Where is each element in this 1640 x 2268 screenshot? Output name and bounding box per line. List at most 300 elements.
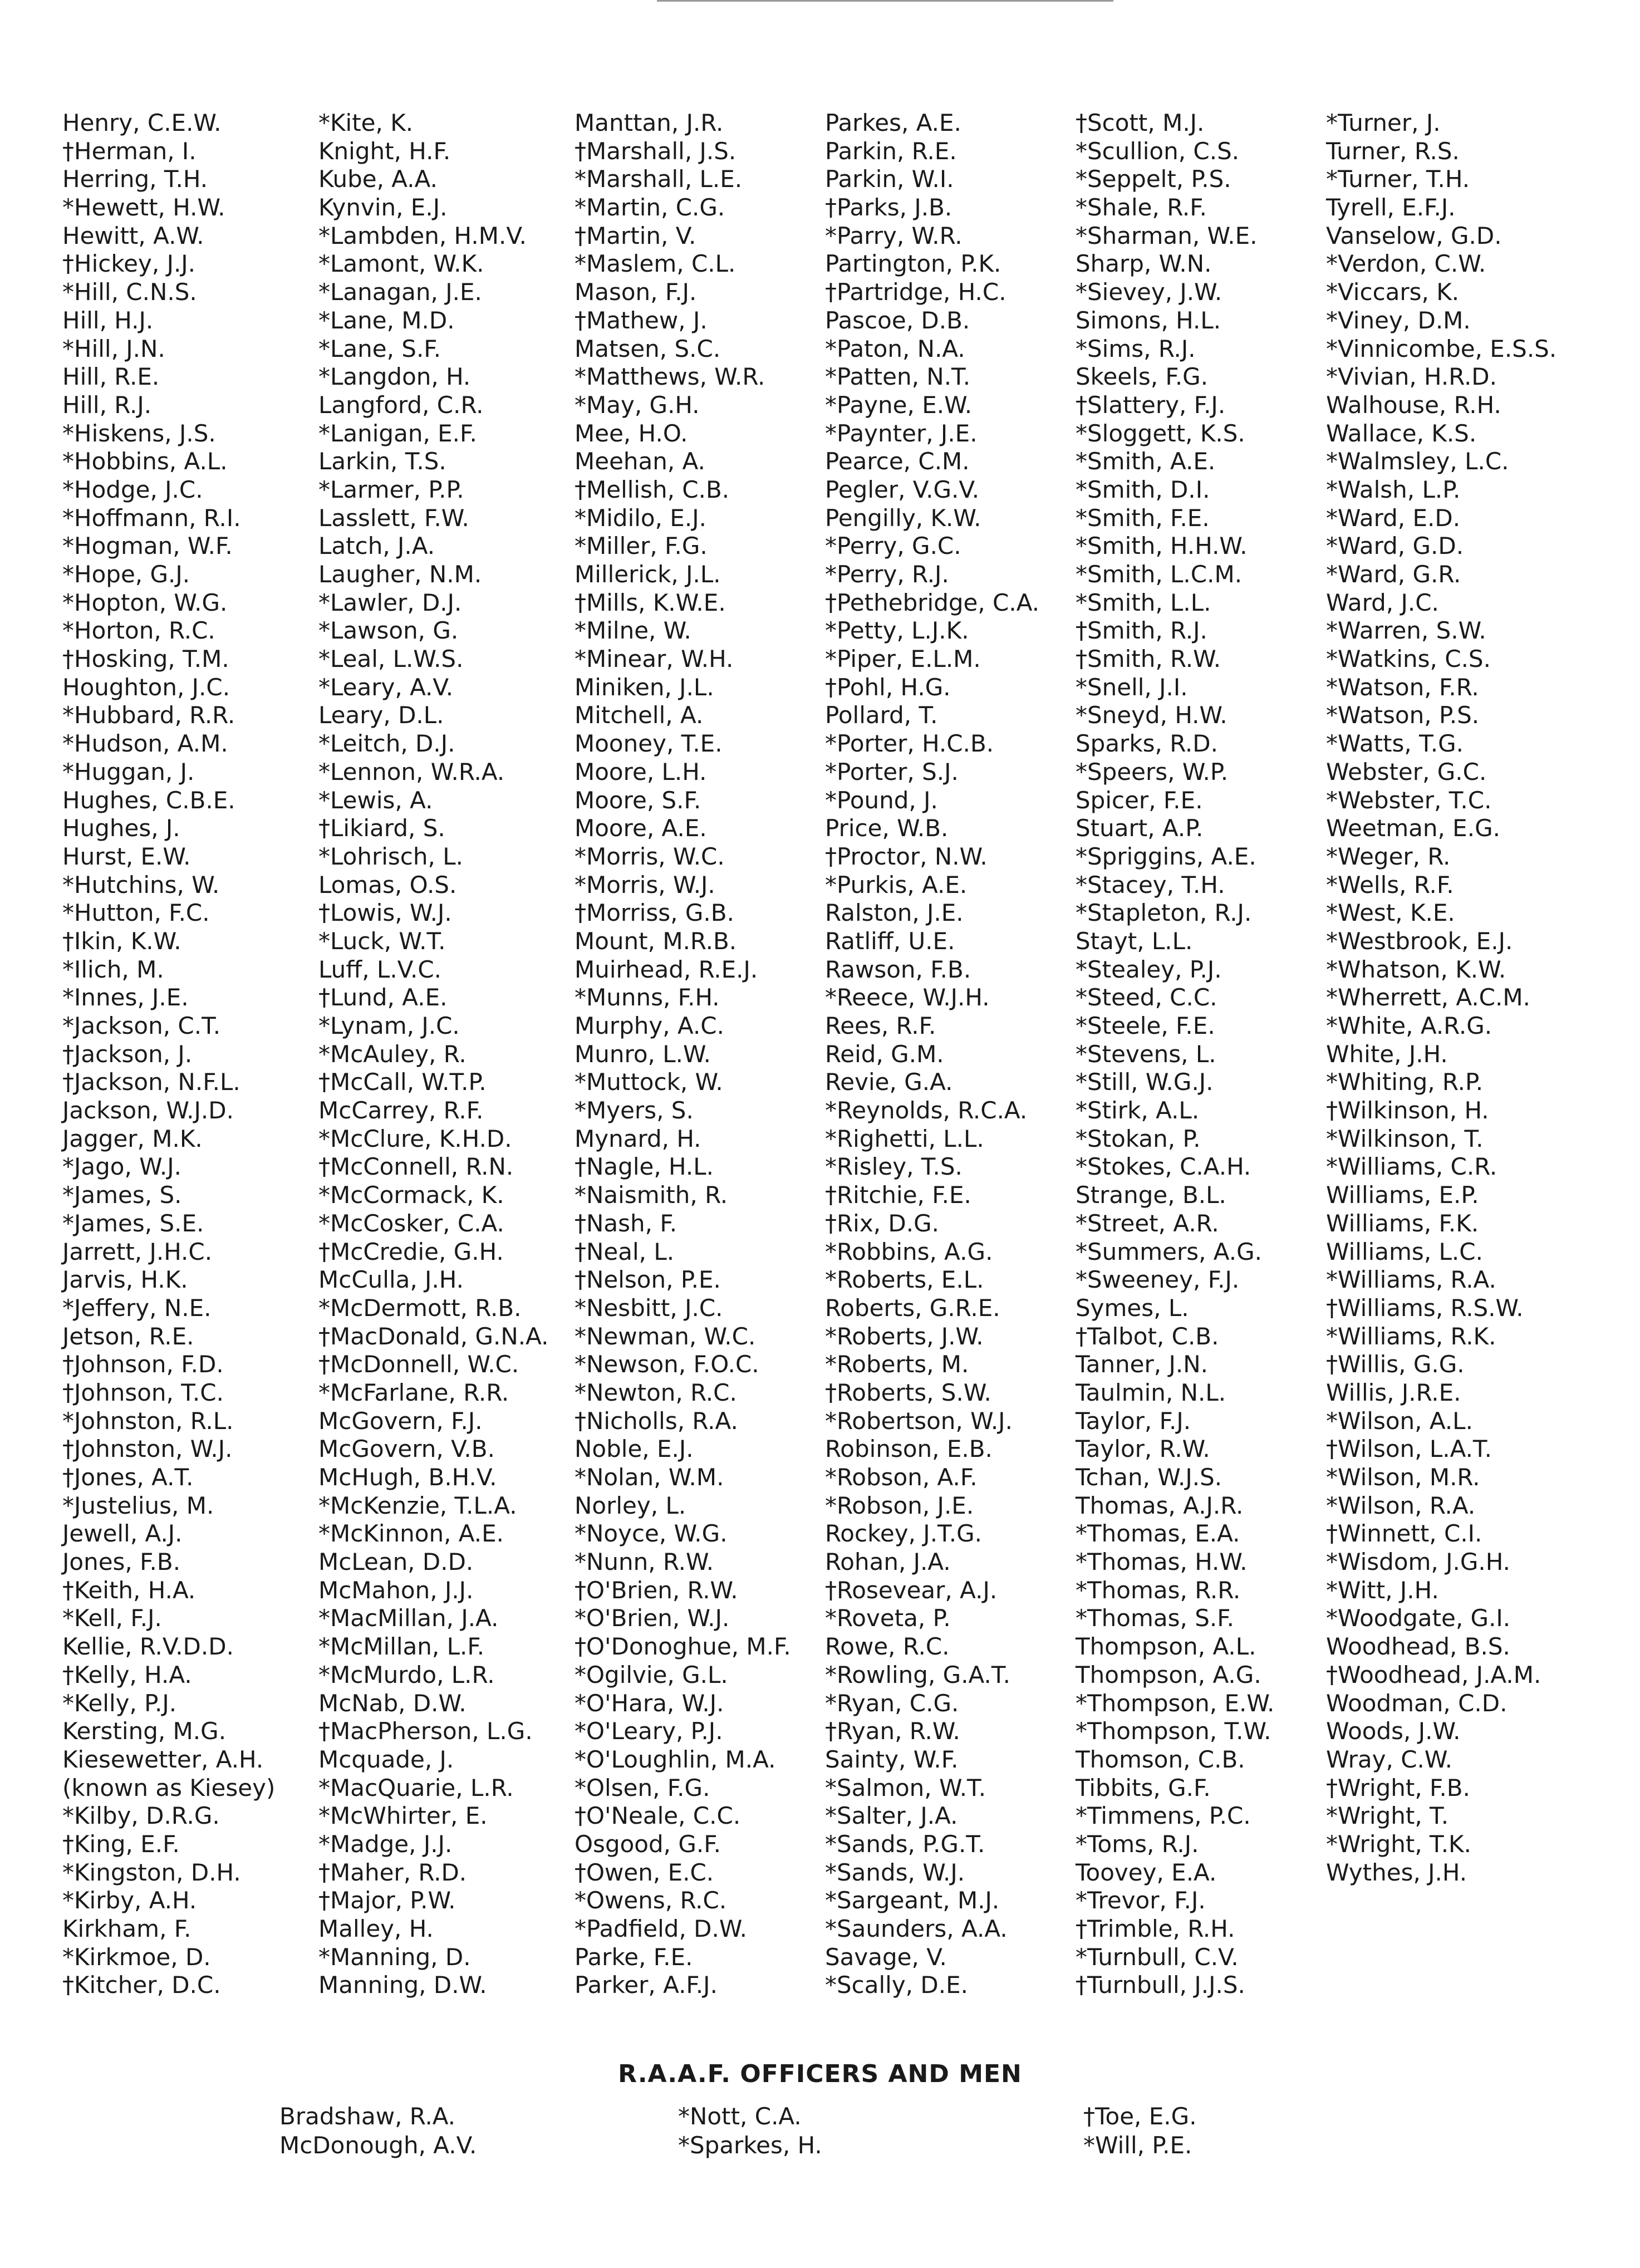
roll-entry: *Vinnicombe, E.S.S. <box>1326 335 1557 362</box>
roll-entry: Sharp, W.N. <box>1076 250 1212 278</box>
roll-entry: *Saunders, A.A. <box>825 1915 1008 1942</box>
roll-entry: Miniken, J.L. <box>575 673 714 701</box>
roll-entry: *Ilich, M. <box>62 955 164 983</box>
roll-entry: Simons, H.L. <box>1076 306 1221 334</box>
roll-entry: McHugh, B.H.V. <box>318 1464 497 1491</box>
roll-entry: †Nicholls, R.A. <box>575 1407 738 1435</box>
name-column <box>1076 109 1332 2000</box>
roll-entry: *Hudson, A.M. <box>62 730 228 758</box>
roll-entry: *Porter, S.J. <box>825 758 959 786</box>
roll-entry: *Hewett, H.W. <box>62 194 225 222</box>
roll-entry: *Langdon, H. <box>318 363 471 391</box>
roll-entry: *Lane, M.D. <box>318 306 455 334</box>
roll-entry: *Ogilvie, G.L. <box>575 1661 728 1688</box>
roll-entry: *Smith, D.I. <box>1076 475 1210 503</box>
roll-entry: Rohan, J.A. <box>825 1548 951 1576</box>
roll-entry: †McConnell, R.N. <box>318 1153 514 1181</box>
roll-entry: *Williams, R.K. <box>1326 1322 1496 1350</box>
roll-entry: Jarrett, J.H.C. <box>62 1238 213 1265</box>
roll-entry: Taylor, R.W. <box>1076 1435 1210 1463</box>
roll-entry: Hill, R.E. <box>62 363 160 391</box>
roll-entry: *Roveta, P. <box>825 1604 951 1632</box>
roll-entry: Wallace, K.S. <box>1326 419 1477 447</box>
roll-entry: *Ward, E.D. <box>1326 504 1461 532</box>
roll-entry: *Kirby, A.H. <box>62 1887 197 1914</box>
roll-entry: *Stevens, L. <box>1076 1040 1216 1068</box>
roll-entry: *Stokes, C.A.H. <box>1076 1153 1251 1181</box>
roll-entry: *Viney, D.M. <box>1326 306 1471 334</box>
roll-entry: Larkin, T.S. <box>318 448 446 475</box>
roll-entry: *Patten, N.T. <box>825 363 971 391</box>
roll-entry: Sparks, R.D. <box>1076 730 1218 758</box>
roll-entry: *Smith, A.E. <box>1076 448 1216 475</box>
roll-entry: *Whiting, R.P. <box>1326 1068 1484 1096</box>
roll-entry: *Maslem, C.L. <box>575 250 736 278</box>
roll-entry: *Marshall, L.E. <box>575 165 743 193</box>
roll-entry: *May, G.H. <box>575 391 700 419</box>
roll-entry: †Marshall, J.S. <box>575 137 736 165</box>
roll-entry: †Herman, I. <box>62 137 197 165</box>
name-column <box>318 109 575 2000</box>
roll-entry: *Scally, D.E. <box>825 1971 968 1999</box>
roll-entry: *Miller, F.G. <box>575 532 708 560</box>
roll-entry: Reid, G.M. <box>825 1040 944 1068</box>
roll-entry: *Wilson, M.R. <box>1326 1464 1480 1491</box>
roll-entry: *Salter, J.A. <box>825 1802 958 1830</box>
roll-entry: *McWhirter, E. <box>318 1802 488 1830</box>
roll-entry: *Turnbull, C.V. <box>1076 1943 1239 1971</box>
roll-entry: †Wright, F.B. <box>1326 1774 1470 1801</box>
roll-entry: *McFarlane, R.R. <box>318 1378 509 1406</box>
roll-entry: *Whatson, K.W. <box>1326 955 1506 983</box>
roll-entry: *Lamont, W.K. <box>318 250 484 278</box>
roll-entry: *Hope, G.J. <box>62 561 190 588</box>
roll-entry: *Pound, J. <box>825 786 938 814</box>
roll-entry: Tanner, J.N. <box>1076 1351 1208 1378</box>
roll-entry: Turner, R.S. <box>1326 137 1460 165</box>
roll-entry: McGovern, F.J. <box>318 1407 483 1435</box>
roll-entry: *Smith, L.L. <box>1076 588 1211 616</box>
roll-entry: McDonough, A.V. <box>279 2132 477 2159</box>
roll-entry: *Summers, A.G. <box>1076 1238 1263 1265</box>
roll-entry: Parkin, R.E. <box>825 137 957 165</box>
roll-entry: †Morriss, G.B. <box>575 899 734 927</box>
roll-entry: Vanselow, G.D. <box>1326 222 1502 249</box>
roll-entry: *Thomas, R.R. <box>1076 1576 1241 1604</box>
roll-entry: Ratliff, U.E. <box>825 927 955 955</box>
roll-entry: *Owens, R.C. <box>575 1887 727 1914</box>
roll-entry: †Trimble, R.H. <box>1076 1915 1235 1942</box>
roll-entry: *Leal, L.W.S. <box>318 645 464 673</box>
roll-entry: *Olsen, F.G. <box>575 1774 710 1801</box>
roll-entry: *Hubbard, R.R. <box>62 701 235 729</box>
roll-entry: *Hoffmann, R.I. <box>62 504 241 532</box>
roll-entry: *Kell, F.J. <box>62 1604 162 1632</box>
roll-entry: *McCosker, C.A. <box>318 1209 504 1237</box>
roll-entry: *Smith, F.E. <box>1076 504 1210 532</box>
roll-entry: *McClure, K.H.D. <box>318 1125 512 1152</box>
name-columns <box>62 109 1621 2024</box>
roll-entry: *Martin, C.G. <box>575 194 725 222</box>
roll-entry: *Viccars, K. <box>1326 278 1460 306</box>
roll-entry: *Thompson, E.W. <box>1076 1689 1275 1717</box>
roll-entry: Williams, L.C. <box>1326 1238 1483 1265</box>
roll-entry: *Sievey, J.W. <box>1076 278 1222 306</box>
roll-entry: McLean, D.D. <box>318 1548 474 1576</box>
roll-entry: *Robson, A.F. <box>825 1464 978 1491</box>
roll-entry: *Purkis, A.E. <box>825 871 968 899</box>
roll-entry: *McMurdo, L.R. <box>318 1661 495 1688</box>
roll-entry: Murphy, A.C. <box>575 1012 724 1039</box>
roll-entry: *O'Leary, P.J. <box>575 1717 723 1745</box>
roll-entry: Kube, A.A. <box>318 165 438 193</box>
roll-entry: *Thomas, H.W. <box>1076 1548 1248 1576</box>
roll-entry: *Kirkmoe, D. <box>62 1943 211 1971</box>
roll-entry: *Seppelt, P.S. <box>1076 165 1231 193</box>
roll-entry: †Hosking, T.M. <box>62 645 229 673</box>
roll-entry: Lomas, O.S. <box>318 871 457 899</box>
roll-entry: Tibbits, G.F. <box>1076 1774 1211 1801</box>
roll-entry: Luff, L.V.C. <box>318 955 442 983</box>
roll-entry: *Lohrisch, L. <box>318 842 463 870</box>
roll-entry: *Newson, F.O.C. <box>575 1351 759 1378</box>
roll-entry: Parker, A.F.J. <box>575 1971 718 1999</box>
roll-entry: *Thomas, E.A. <box>1076 1520 1240 1548</box>
roll-entry: Kiesewetter, A.H. <box>62 1745 264 1773</box>
roll-entry: *Hopton, W.G. <box>62 588 228 616</box>
roll-entry: Hewitt, A.W. <box>62 222 204 249</box>
roll-entry: *Scullion, C.S. <box>1076 137 1240 165</box>
roll-entry: Herring, T.H. <box>62 165 208 193</box>
roll-entry: Leary, D.L. <box>318 701 444 729</box>
roll-entry: Rawson, F.B. <box>825 955 971 983</box>
roll-entry: *O'Hara, W.J. <box>575 1689 724 1717</box>
roll-entry: Thompson, A.L. <box>1076 1633 1256 1661</box>
roll-entry: *Innes, J.E. <box>62 984 189 1012</box>
raaf-column <box>678 2102 1034 2160</box>
roll-entry: *Lawler, D.J. <box>318 588 462 616</box>
roll-entry: *Larmer, P.P. <box>318 475 464 503</box>
roll-entry: *Hogman, W.F. <box>62 532 233 560</box>
roll-entry: *Thomas, S.F. <box>1076 1604 1234 1632</box>
roll-entry: *Stokan, P. <box>1076 1125 1201 1152</box>
roll-entry: Matsen, S.C. <box>575 335 721 362</box>
roll-entry: *Paton, N.A. <box>825 335 965 362</box>
roll-entry: *Muttock, W. <box>575 1068 723 1096</box>
roll-entry: *Thompson, T.W. <box>1076 1717 1271 1745</box>
roll-entry: *Roberts, E.L. <box>825 1266 984 1294</box>
roll-entry: †Jackson, J. <box>62 1040 193 1068</box>
roll-entry: *Perry, R.J. <box>825 561 949 588</box>
roll-entry: Rees, R.F. <box>825 1012 936 1039</box>
roll-entry: *Morris, W.C. <box>575 842 725 870</box>
roll-entry: Taylor, F.J. <box>1076 1407 1191 1435</box>
roll-entry: *Leary, A.V. <box>318 673 454 701</box>
roll-entry: *Wisdom, J.G.H. <box>1326 1548 1510 1576</box>
roll-entry: †Nash, F. <box>575 1209 677 1237</box>
roll-entry: Ward, J.C. <box>1326 588 1439 616</box>
roll-entry: †Ikin, K.W. <box>62 927 181 955</box>
roll-entry: *Nolan, W.M. <box>575 1464 724 1491</box>
roll-entry: *Kingston, D.H. <box>62 1858 241 1886</box>
roll-entry: *White, A.R.G. <box>1326 1012 1492 1039</box>
roll-entry: †Lowis, W.J. <box>318 899 452 927</box>
roll-entry: Roberts, G.R.E. <box>825 1294 1000 1322</box>
roll-entry: †McDonnell, W.C. <box>318 1351 519 1378</box>
roll-entry: *Street, A.R. <box>1076 1209 1219 1237</box>
roll-entry: *Wherrett, A.C.M. <box>1326 984 1530 1012</box>
roll-entry: *Porter, H.C.B. <box>825 730 994 758</box>
roll-entry: Parkes, A.E. <box>825 109 961 136</box>
roll-entry: *Lynam, J.C. <box>318 1012 460 1039</box>
roll-entry: Jackson, W.J.D. <box>62 1097 234 1125</box>
roll-entry: *Naismith, R. <box>575 1181 728 1209</box>
roll-entry: *Sims, R.J. <box>1076 335 1196 362</box>
roll-entry: †Nagle, H.L. <box>575 1153 714 1181</box>
roll-entry: Tyrell, E.F.J. <box>1326 194 1456 222</box>
roll-entry: †Roberts, S.W. <box>825 1378 991 1406</box>
roll-entry: †MacPherson, L.G. <box>318 1717 533 1745</box>
roll-entry: Kersting, M.G. <box>62 1717 227 1745</box>
roll-entry: Willis, J.R.E. <box>1326 1378 1461 1406</box>
roll-entry: *Jeffery, N.E. <box>62 1294 212 1322</box>
roll-entry: †Wilson, L.A.T. <box>1326 1435 1492 1463</box>
roll-entry: Osgood, G.F. <box>575 1830 721 1858</box>
roll-entry: *Stapleton, R.J. <box>1076 899 1252 927</box>
roll-entry: *Stacey, T.H. <box>1076 871 1225 899</box>
roll-entry: *Hill, J.N. <box>62 335 165 362</box>
roll-entry: †Smith, R.J. <box>1076 617 1207 645</box>
roll-entry: *Speers, W.P. <box>1076 758 1229 786</box>
roll-entry: †O'Donoghue, M.F. <box>575 1633 791 1661</box>
top-edge-line <box>657 0 1113 2</box>
roll-entry: Mcquade, J. <box>318 1745 454 1773</box>
roll-entry: Tchan, W.J.S. <box>1076 1464 1222 1491</box>
roll-entry: Parke, F.E. <box>575 1943 693 1971</box>
roll-entry: *James, S.E. <box>62 1209 204 1237</box>
roll-entry: *O'Loughlin, M.A. <box>575 1745 776 1773</box>
roll-entry: *Timmens, P.C. <box>1076 1802 1251 1830</box>
roll-entry: *Trevor, F.J. <box>1076 1887 1206 1914</box>
name-column <box>575 109 831 2000</box>
roll-entry: *Kilby, D.R.G. <box>62 1802 220 1830</box>
roll-entry: *Petty, L.J.K. <box>825 617 969 645</box>
roll-entry: Mee, H.O. <box>575 419 688 447</box>
roll-entry: †Maher, R.D. <box>318 1858 467 1886</box>
roll-entry: *Vivian, H.R.D. <box>1326 363 1497 391</box>
roll-entry: *Midilo, E.J. <box>575 504 706 532</box>
roll-entry: †Ritchie, F.E. <box>825 1181 971 1209</box>
roll-entry: †Mills, K.W.E. <box>575 588 726 616</box>
roll-entry: *Risley, T.S. <box>825 1153 963 1181</box>
roll-entry: †O'Brien, R.W. <box>575 1576 738 1604</box>
roll-entry: Jagger, M.K. <box>62 1125 203 1152</box>
roll-entry: *Wilson, R.A. <box>1326 1491 1476 1519</box>
roll-entry: Hill, R.J. <box>62 391 152 419</box>
roll-entry: *Hutchins, W. <box>62 871 220 899</box>
roll-entry: *Leitch, D.J. <box>318 730 455 758</box>
roll-entry: *Padfield, D.W. <box>575 1915 747 1942</box>
roll-entry: Strange, B.L. <box>1076 1181 1226 1209</box>
roll-entry: †Johnston, W.J. <box>62 1435 233 1463</box>
roll-entry: †McCredie, G.H. <box>318 1238 504 1265</box>
roll-entry: *Reynolds, R.C.A. <box>825 1097 1028 1125</box>
roll-entry: *Payne, E.W. <box>825 391 973 419</box>
roll-entry: †Rosevear, A.J. <box>825 1576 998 1604</box>
roll-entry: *Lanigan, E.F. <box>318 419 477 447</box>
roll-entry: *Verdon, C.W. <box>1326 250 1486 278</box>
roll-entry: *Munns, F.H. <box>575 984 720 1012</box>
roll-entry: Partington, P.K. <box>825 250 1001 278</box>
roll-entry: *Madge, J.J. <box>318 1830 453 1858</box>
roll-entry: Kynvin, E.J. <box>318 194 448 222</box>
roll-entry: *Johnston, R.L. <box>62 1407 234 1435</box>
roll-entry: *Hobbins, A.L. <box>62 448 228 475</box>
roll-entry: *Weger, R. <box>1326 842 1451 870</box>
roll-entry: *Paynter, J.E. <box>825 419 978 447</box>
roll-entry: Savage, V. <box>825 1943 947 1971</box>
roll-entry: *MacMillan, J.A. <box>318 1604 499 1632</box>
roll-entry: *Jackson, C.T. <box>62 1012 221 1039</box>
name-column <box>825 109 1081 2000</box>
roll-entry: Taulmin, N.L. <box>1076 1378 1226 1406</box>
roll-entry: *Williams, R.A. <box>1326 1266 1496 1294</box>
roll-entry: Jetson, R.E. <box>62 1322 194 1350</box>
roll-entry: Woodhead, B.S. <box>1326 1633 1510 1661</box>
raaf-column <box>1083 2102 1440 2160</box>
roll-entry: Woods, J.W. <box>1326 1717 1461 1745</box>
roll-entry: Sainty, W.F. <box>825 1745 959 1773</box>
roll-entry: *Hill, C.N.S. <box>62 278 197 306</box>
roll-entry: †McCall, W.T.P. <box>318 1068 487 1096</box>
roll-entry: *Ryan, C.G. <box>825 1689 959 1717</box>
roll-entry: *Sparkes, H. <box>678 2132 822 2159</box>
roll-entry: *Walsh, L.P. <box>1326 475 1461 503</box>
roll-entry: *Snell, J.I. <box>1076 673 1188 701</box>
roll-entry: McNab, D.W. <box>318 1689 467 1717</box>
roll-entry: *McMillan, L.F. <box>318 1633 485 1661</box>
roll-entry: Toovey, E.A. <box>1076 1858 1217 1886</box>
roll-entry: *Will, P.E. <box>1083 2132 1192 2159</box>
roll-entry: *Lawson, G. <box>318 617 459 645</box>
roll-entry: (known as Kiesey) <box>62 1774 276 1801</box>
roll-entry: Hurst, E.W. <box>62 842 191 870</box>
roll-entry: *Nott, C.A. <box>678 2103 802 2130</box>
roll-entry: McCarrey, R.F. <box>318 1097 484 1125</box>
roll-entry: *James, S. <box>62 1181 182 1209</box>
roll-entry: †Partridge, H.C. <box>825 278 1006 306</box>
roll-entry: *Reece, W.J.H. <box>825 984 990 1012</box>
roll-entry: Manttan, J.R. <box>575 109 724 136</box>
roll-entry: †Slattery, F.J. <box>1076 391 1226 419</box>
roll-entry: Jarvis, H.K. <box>62 1266 188 1294</box>
roll-entry: *Robson, J.E. <box>825 1491 974 1519</box>
roll-entry: *Robertson, W.J. <box>825 1407 1013 1435</box>
roll-entry: †Scott, M.J. <box>1076 109 1205 136</box>
roll-entry: *Stirk, A.L. <box>1076 1097 1200 1125</box>
roll-entry: Stuart, A.P. <box>1076 814 1204 842</box>
roll-entry: Pearce, C.M. <box>825 448 970 475</box>
roll-entry: McMahon, J.J. <box>318 1576 474 1604</box>
roll-entry: †Turnbull, J.J.S. <box>1076 1971 1245 1999</box>
roll-entry: †Owen, E.C. <box>575 1858 714 1886</box>
roll-entry: Wray, C.W. <box>1326 1745 1452 1773</box>
roll-entry: Hill, H.J. <box>62 306 154 334</box>
roll-entry: Woodman, C.D. <box>1326 1689 1508 1717</box>
roll-entry: *Sharman, W.E. <box>1076 222 1258 249</box>
roll-entry: *Kelly, P.J. <box>62 1689 177 1717</box>
roll-entry: *Kite, K. <box>318 109 414 136</box>
roll-entry: †Kitcher, D.C. <box>62 1971 221 1999</box>
roll-entry: †Lund, A.E. <box>318 984 448 1012</box>
roll-entry: *McKinnon, A.E. <box>318 1520 504 1548</box>
roll-entry: *Ward, G.D. <box>1326 532 1464 560</box>
roll-entry: *Lewis, A. <box>318 786 433 814</box>
roll-entry: Walhouse, R.H. <box>1326 391 1501 419</box>
roll-entry: *Nesbitt, J.C. <box>575 1294 723 1322</box>
roll-entry: †Johnson, T.C. <box>62 1378 224 1406</box>
roll-entry: Thomas, A.J.R. <box>1076 1491 1244 1519</box>
roll-entry: †Hickey, J.J. <box>62 250 196 278</box>
roll-entry: *Righetti, L.L. <box>825 1125 984 1152</box>
roll-entry: Kellie, R.V.D.D. <box>62 1633 234 1661</box>
roll-entry: †Woodhead, J.A.M. <box>1326 1661 1541 1688</box>
roll-entry: Hughes, C.B.E. <box>62 786 235 814</box>
roll-entry: *Salmon, W.T. <box>825 1774 986 1801</box>
roll-entry: Thompson, A.G. <box>1076 1661 1261 1688</box>
roll-entry: *Newman, W.C. <box>575 1322 756 1350</box>
roll-entry: *Horton, R.C. <box>62 617 215 645</box>
roll-entry: *Myers, S. <box>575 1097 694 1125</box>
roll-entry: *Piper, E.L.M. <box>825 645 981 673</box>
roll-entry: Langford, C.R. <box>318 391 484 419</box>
roll-entry: *McKenzie, T.L.A. <box>318 1491 517 1519</box>
roll-entry: Pengilly, K.W. <box>825 504 981 532</box>
roll-entry: Houghton, J.C. <box>62 673 230 701</box>
roll-entry: *Steed, C.C. <box>1076 984 1217 1012</box>
roll-entry: *Smith, H.H.W. <box>1076 532 1248 560</box>
roll-entry: *Sands, P.G.T. <box>825 1830 985 1858</box>
roll-entry: Hughes, J. <box>62 814 180 842</box>
name-column <box>62 109 318 2000</box>
roll-entry: Wythes, J.H. <box>1326 1858 1467 1886</box>
roll-entry: *Lennon, W.R.A. <box>318 758 505 786</box>
roll-entry: *Parry, W.R. <box>825 222 963 249</box>
roll-entry: *Sneyd, H.W. <box>1076 701 1227 729</box>
roll-entry: Manning, D.W. <box>318 1971 487 1999</box>
roll-entry: †Ryan, R.W. <box>825 1717 960 1745</box>
roll-entry: *Watson, P.S. <box>1326 701 1480 729</box>
roll-entry: Millerick, J.L. <box>575 561 721 588</box>
roll-entry: *Lane, S.F. <box>318 335 441 362</box>
roll-entry: Mount, M.R.B. <box>575 927 737 955</box>
raaf-column <box>279 2102 636 2160</box>
roll-entry: *Shale, R.F. <box>1076 194 1207 222</box>
roll-entry: *Perry, G.C. <box>825 532 961 560</box>
roll-entry: *West, K.E. <box>1326 899 1455 927</box>
roll-entry: Meehan, A. <box>575 448 705 475</box>
roll-entry: Mitchell, A. <box>575 701 704 729</box>
roll-entry: †Parks, J.B. <box>825 194 952 222</box>
roll-entry: *Newton, R.C. <box>575 1378 737 1406</box>
roll-entry: *Witt, J.H. <box>1326 1576 1439 1604</box>
roll-entry: *Turner, J. <box>1326 109 1441 136</box>
roll-entry: *Lambden, H.M.V. <box>318 222 527 249</box>
roll-entry: Rockey, J.T.G. <box>825 1520 982 1548</box>
roll-entry: †Willis, G.G. <box>1326 1351 1465 1378</box>
roll-entry: *Watkins, C.S. <box>1326 645 1491 673</box>
roll-entry: *Warren, S.W. <box>1326 617 1486 645</box>
